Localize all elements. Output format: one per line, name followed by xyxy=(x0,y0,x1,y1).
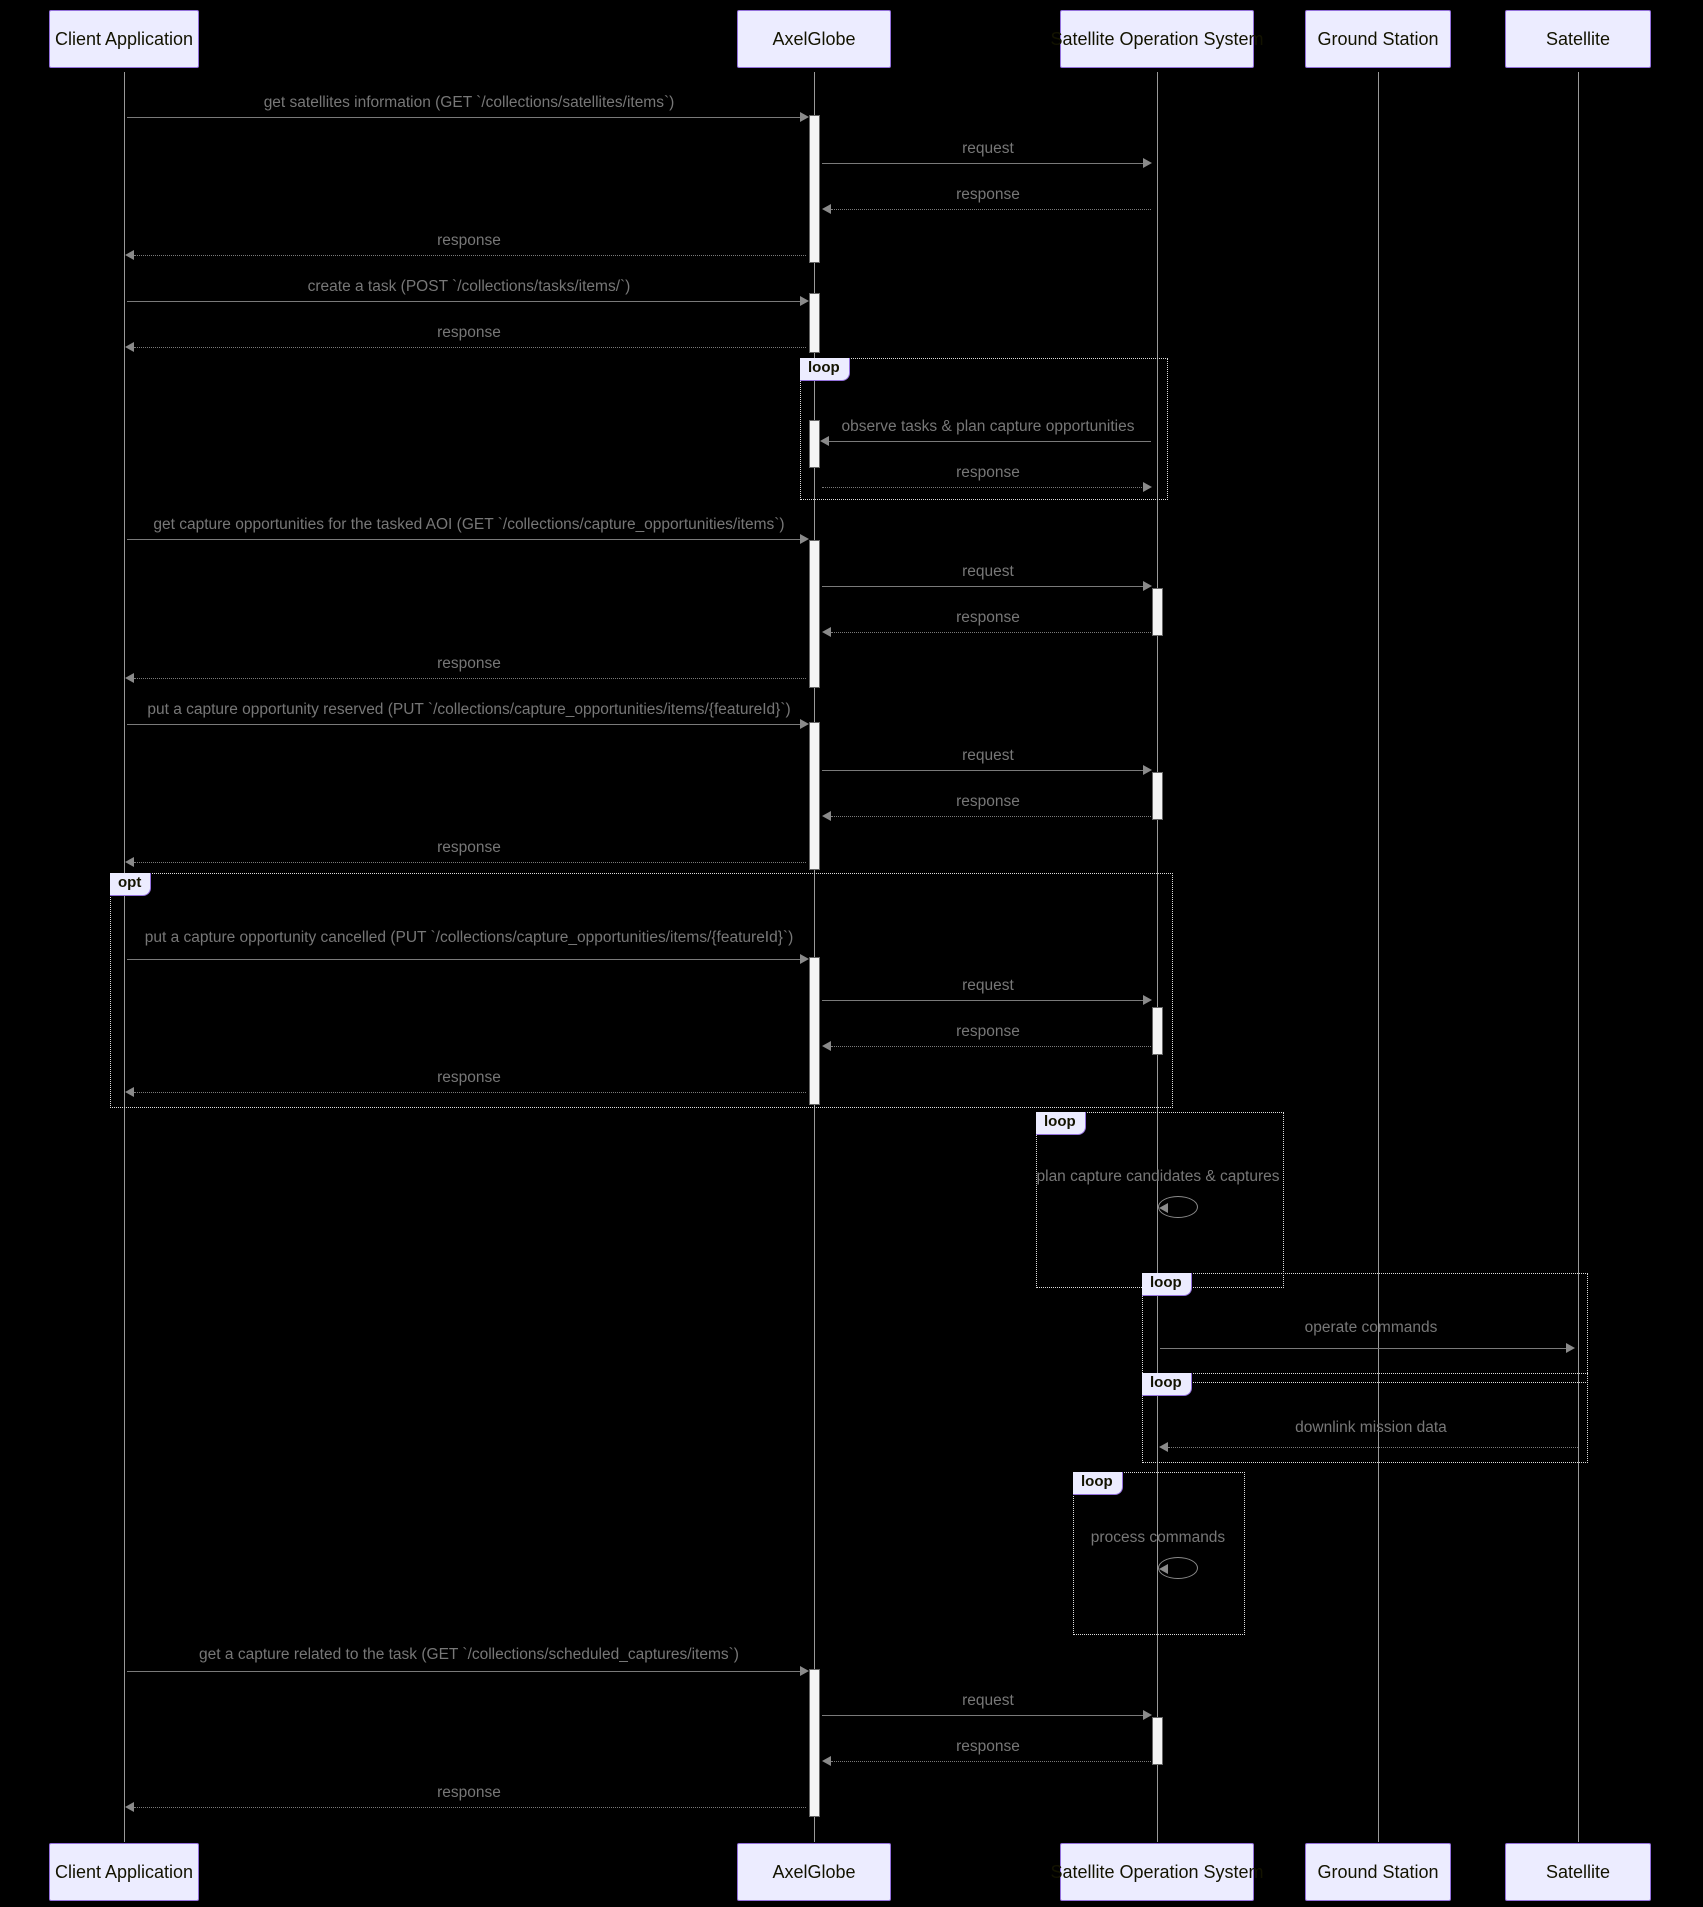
message-label-m18: request xyxy=(962,977,1014,994)
lifeline-ground xyxy=(1378,72,1379,1842)
message-label-m12: response xyxy=(437,655,501,672)
participant-axelglobe-bottom[interactable] xyxy=(737,1843,891,1901)
message-label-m9: get capture opportunities for the tasked AOI (GET `/collections/capture_opportunities/items`) xyxy=(153,516,785,533)
message-line-m8 xyxy=(822,487,1146,488)
message-line-m12 xyxy=(134,678,806,679)
message-line-m25 xyxy=(127,1671,803,1672)
fragment-tag-loop-plan-capture: loop xyxy=(1036,1112,1086,1135)
arrow-head-m3 xyxy=(822,204,831,214)
message-line-m11 xyxy=(831,632,1151,633)
arrow-head-m22 xyxy=(1566,1343,1575,1353)
arrow-head-m23 xyxy=(1159,1442,1168,1452)
participant-label: AxelGlobe xyxy=(772,1861,856,1882)
message-label-m24: process commands xyxy=(1090,1529,1226,1546)
message-label-m16: response xyxy=(437,839,501,856)
arrow-head-m24 xyxy=(1159,1564,1168,1574)
activation-axelglobe-6 xyxy=(809,957,820,1105)
arrow-head-m26 xyxy=(1143,1710,1152,1720)
message-label-m14: request xyxy=(962,747,1014,764)
fragment-loop-process-commands xyxy=(1073,1472,1245,1635)
arrow-head-m28 xyxy=(125,1802,134,1812)
message-line-m16 xyxy=(134,862,806,863)
message-line-m3 xyxy=(831,209,1151,210)
arrow-head-m11 xyxy=(822,627,831,637)
message-label-m2: request xyxy=(962,140,1014,157)
participant-label: Satellite Operation System xyxy=(1050,1861,1264,1882)
message-label-m4: response xyxy=(437,232,501,249)
activation-axelglobe-4 xyxy=(809,540,820,688)
arrow-head-m4 xyxy=(125,250,134,260)
activation-sos-3 xyxy=(1152,1007,1163,1055)
message-line-m10 xyxy=(822,586,1146,587)
message-line-m19 xyxy=(831,1046,1151,1047)
message-line-m4 xyxy=(134,255,806,256)
message-label-m19: response xyxy=(956,1023,1020,1040)
message-line-m9 xyxy=(127,539,803,540)
message-label-m8: response xyxy=(956,464,1020,481)
message-line-m6 xyxy=(134,347,806,348)
participant-ground-bottom[interactable] xyxy=(1305,1843,1451,1901)
message-label-m7: observe tasks & plan capture opportunities xyxy=(841,418,1135,435)
message-line-m5 xyxy=(127,301,803,302)
participant-satellite-top[interactable] xyxy=(1505,10,1651,68)
arrow-head-m12 xyxy=(125,673,134,683)
arrow-head-m5 xyxy=(800,296,809,306)
message-label-m15: response xyxy=(956,793,1020,810)
participant-ground-top[interactable] xyxy=(1305,10,1451,68)
arrow-head-m2 xyxy=(1143,158,1152,168)
participant-sos-bottom[interactable] xyxy=(1050,1843,1264,1901)
fragment-tag-opt-cancel: opt xyxy=(110,873,151,896)
message-line-m7 xyxy=(826,441,1151,442)
activation-axelglobe-3 xyxy=(809,420,820,468)
message-line-m17 xyxy=(127,959,803,960)
participant-sos-top[interactable] xyxy=(1050,10,1264,68)
message-label-m3: response xyxy=(956,186,1020,203)
message-label-m17: put a capture opportunity cancelled (PUT `/collections/capture_opportunities/items/{featureId}`) xyxy=(144,929,794,946)
message-label-m23: downlink mission data xyxy=(1295,1419,1447,1436)
message-line-m15 xyxy=(831,816,1151,817)
message-label-m28: response xyxy=(437,1784,501,1801)
message-label-m22: operate commands xyxy=(1304,1319,1438,1336)
message-line-m23 xyxy=(1168,1447,1578,1448)
arrow-head-m7 xyxy=(820,436,829,446)
fragment-tag-loop-observe: loop xyxy=(800,358,850,381)
message-line-m2 xyxy=(822,163,1146,164)
message-label-m20: response xyxy=(437,1069,501,1086)
lifeline-satellite xyxy=(1578,72,1579,1842)
arrow-head-m8 xyxy=(1143,482,1152,492)
activation-sos-4 xyxy=(1152,1717,1163,1765)
message-line-m18 xyxy=(822,1000,1146,1001)
activation-axelglobe-7 xyxy=(809,1669,820,1817)
arrow-head-m19 xyxy=(822,1041,831,1051)
arrow-head-m9 xyxy=(800,534,809,544)
activation-axelglobe-2 xyxy=(809,293,820,353)
arrow-head-m17 xyxy=(800,954,809,964)
message-line-m14 xyxy=(822,770,1146,771)
arrow-head-m27 xyxy=(822,1756,831,1766)
message-line-m27 xyxy=(831,1761,1151,1762)
message-label-m11: response xyxy=(956,609,1020,626)
fragment-loop-downlink xyxy=(1142,1373,1588,1463)
participant-label: Client Application xyxy=(54,28,194,49)
fragment-loop-plan-capture xyxy=(1036,1112,1284,1288)
message-label-m26: request xyxy=(962,1692,1014,1709)
participant-label: AxelGlobe xyxy=(772,28,856,49)
message-label-m13: put a capture opportunity reserved (PUT `/collections/capture_opportunities/items/{featureId}`) xyxy=(147,701,791,718)
activation-axelglobe-1 xyxy=(809,115,820,263)
message-label-m5: create a task (POST `/collections/tasks/items/`) xyxy=(307,278,631,295)
message-label-m27: response xyxy=(956,1738,1020,1755)
arrow-head-m6 xyxy=(125,342,134,352)
activation-axelglobe-5 xyxy=(809,722,820,870)
participant-client-bottom[interactable] xyxy=(49,1843,199,1901)
participant-label: Satellite Operation System xyxy=(1050,28,1264,49)
arrow-head-m14 xyxy=(1143,765,1152,775)
message-line-m26 xyxy=(822,1715,1146,1716)
participant-label: Satellite xyxy=(1545,28,1611,49)
message-line-m22 xyxy=(1160,1348,1570,1349)
arrow-head-m18 xyxy=(1143,995,1152,1005)
arrow-head-m10 xyxy=(1143,581,1152,591)
message-line-m20 xyxy=(134,1092,806,1093)
activation-sos-2 xyxy=(1152,772,1163,820)
message-line-m1 xyxy=(127,117,803,118)
message-line-m13 xyxy=(127,724,803,725)
participant-satellite-bottom[interactable] xyxy=(1505,1843,1651,1901)
participant-client-top[interactable] xyxy=(49,10,199,68)
message-label-m25: get a capture related to the task (GET `/collections/scheduled_captures/items`) xyxy=(199,1646,739,1663)
arrow-head-m13 xyxy=(800,719,809,729)
message-label-m1: get satellites information (GET `/collections/satellites/items`) xyxy=(263,94,675,111)
fragment-tag-loop-process-commands: loop xyxy=(1073,1472,1123,1495)
participant-label: Client Application xyxy=(54,1861,194,1882)
participant-label: Ground Station xyxy=(1317,1861,1439,1882)
participant-label: Ground Station xyxy=(1317,28,1439,49)
arrow-head-m16 xyxy=(125,857,134,867)
arrow-head-m15 xyxy=(822,811,831,821)
fragment-tag-loop-downlink: loop xyxy=(1142,1373,1192,1396)
message-label-m6: response xyxy=(437,324,501,341)
message-label-m21: plan capture candidates & captures xyxy=(1036,1168,1280,1185)
participant-axelglobe-top[interactable] xyxy=(737,10,891,68)
message-label-m10: request xyxy=(962,563,1014,580)
participant-label: Satellite xyxy=(1545,1861,1611,1882)
arrow-head-m21 xyxy=(1159,1203,1168,1213)
message-line-m28 xyxy=(134,1807,806,1808)
fragment-tag-loop-operate-commands: loop xyxy=(1142,1273,1192,1296)
activation-sos-1 xyxy=(1152,588,1163,636)
arrow-head-m1 xyxy=(800,112,809,122)
arrow-head-m25 xyxy=(800,1666,809,1676)
arrow-head-m20 xyxy=(125,1087,134,1097)
